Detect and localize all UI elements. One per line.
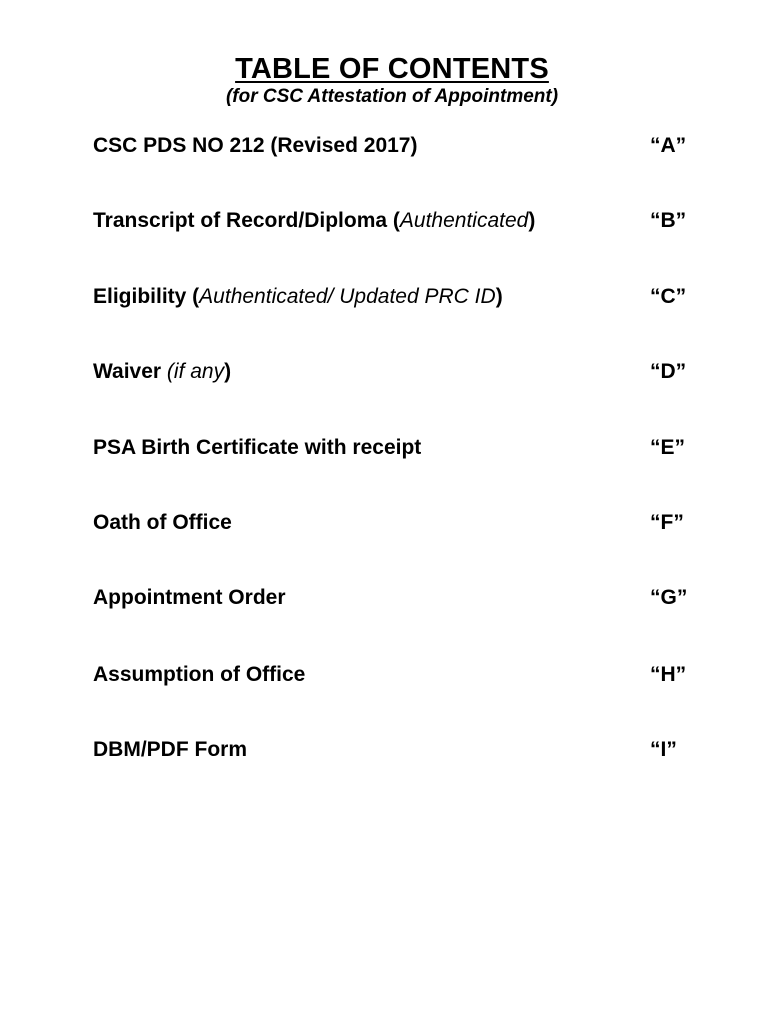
toc-entry-letter: “B” (650, 209, 687, 232)
toc-entry-h (93, 660, 713, 690)
toc-entry-b (93, 206, 713, 236)
toc-entry-label: Eligibility (Authenticated/ Updated PRC ID) (93, 285, 503, 308)
toc-entry-label: Assumption of Office (93, 663, 306, 686)
toc-entry-letter: “D” (650, 360, 687, 383)
toc-entry-g (93, 583, 713, 613)
page-subtitle: (for CSC Attestation of Appointment) (225, 86, 559, 107)
toc-entry-i (93, 735, 713, 765)
toc-entry-letter: “I” (650, 738, 677, 761)
toc-entry-label: DBM/PDF Form (93, 738, 247, 761)
toc-entry-label: CSC PDS NO 212 (Revised 2017) (93, 134, 418, 157)
toc-entry-e (93, 433, 713, 463)
toc-entry-letter: “E” (650, 436, 686, 459)
toc-entry-label: Transcript of Record/Diploma (Authenticated) (93, 209, 536, 232)
toc-entry-label: Waiver (if any) (93, 360, 232, 383)
toc-entry-label: Appointment Order (93, 586, 286, 609)
toc-entry-a (93, 131, 713, 161)
toc-entry-letter: “F” (650, 511, 684, 534)
page-title: TABLE OF CONTENTS (235, 53, 549, 85)
toc-entry-label: PSA Birth Certificate with receipt (93, 436, 422, 459)
toc-entry-f (93, 508, 713, 538)
toc-entry-letter: “A” (650, 134, 687, 157)
toc-entry-d (93, 357, 713, 387)
toc-entry-letter: “H” (650, 663, 687, 686)
toc-entry-c (93, 282, 713, 312)
toc-entry-letter: “G” (650, 586, 688, 609)
toc-entry-letter: “C” (650, 285, 687, 308)
toc-entry-label: Oath of Office (93, 511, 232, 534)
